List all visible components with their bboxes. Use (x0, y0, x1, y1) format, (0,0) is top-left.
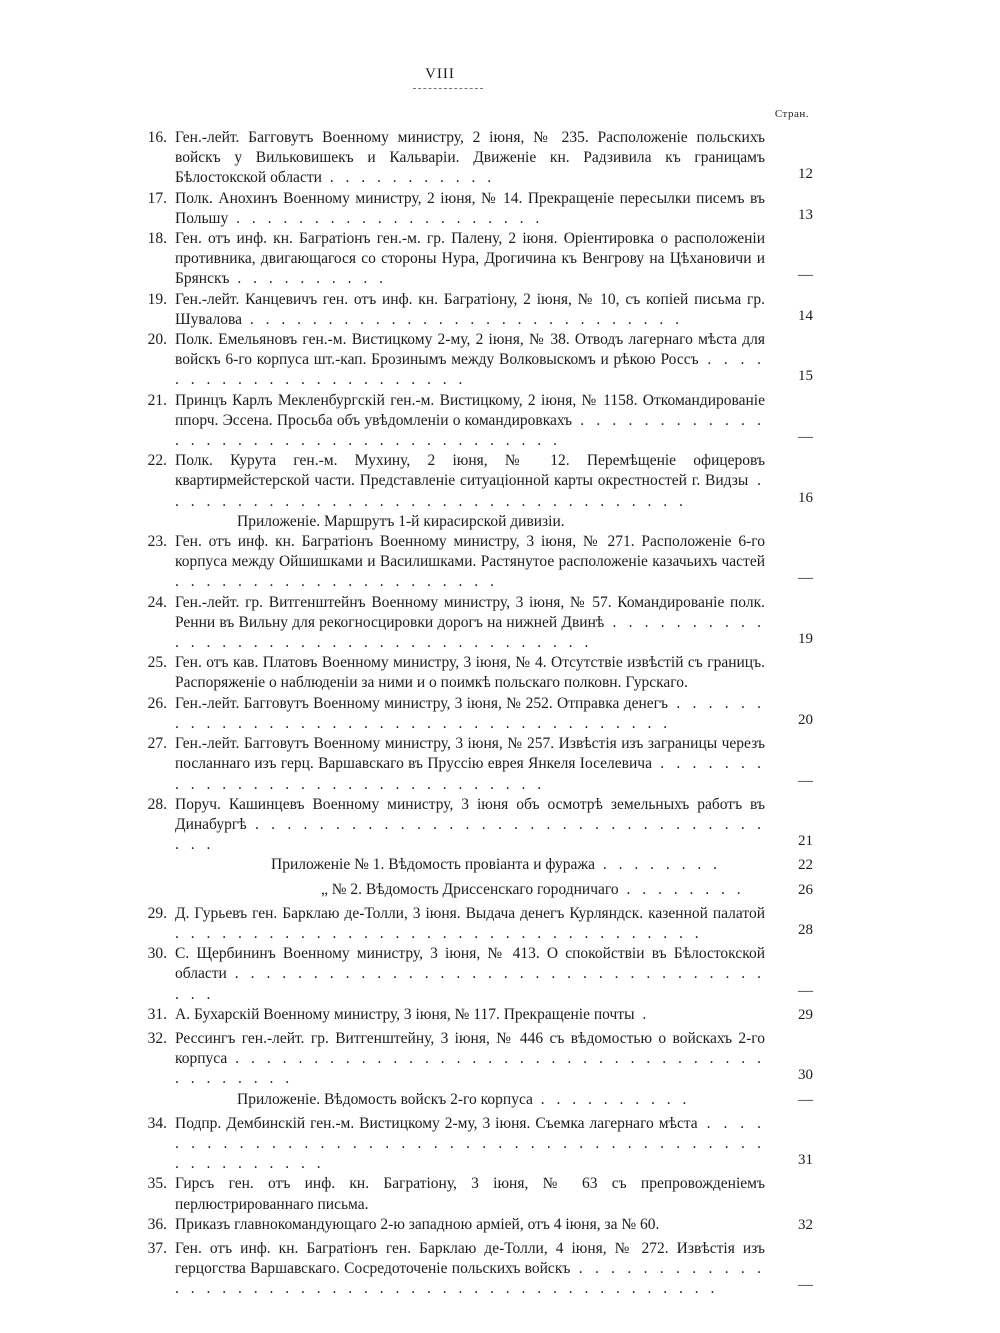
entry-page-number: 32 (798, 1216, 813, 1233)
entry-number (133, 880, 175, 904)
entry-text: Д. Гурьевъ ген. Барклаю де-Толли, 3 іюня. Выдача денегъ Курляндск. казенной палатой (175, 904, 765, 922)
entry-number: 16. (147, 129, 167, 146)
entry-page-number: 12 (798, 166, 813, 183)
leader-dots: . . . . . . . . . . . . . . . . . . . . . . . . . . . . . . . . . . . (175, 815, 765, 854)
leader-dots: . . . . . . . . . . (532, 1090, 691, 1108)
toc-entry (133, 1114, 823, 1175)
entry-text-block (175, 229, 765, 290)
entry-text-block (175, 1090, 765, 1114)
entry-text-block (175, 532, 765, 593)
entry-text: Полк. Емельяновъ ген.-м. Вистицкому 2-му, 2 іюня, № 38. Отводъ лагернаго мѣста для войскъ 6-го корпуса шт.-кап. Брозинымъ между Волковыскомъ и рѣкою Россъ (175, 331, 765, 369)
entry-page-number: 14 (798, 307, 813, 324)
leader-dots: . . . . . . . . . . . . . . . . . . . . . . . . . . . . . . . . . . (175, 472, 765, 510)
toc-entry (133, 1239, 823, 1300)
toc-entry (133, 593, 823, 654)
entry-number: 29. (147, 904, 167, 922)
entry-text-block (175, 593, 765, 654)
entry-page-number: — (798, 1277, 813, 1294)
entry-text: „ № 2. Вѣдомость Дриссенскаго городничаго (321, 880, 619, 898)
toc-entry (133, 189, 823, 229)
entry-text: Приложеніе № 1. Вѣдомость провіанта и фуража (271, 856, 595, 874)
entry-page-number: — (798, 267, 813, 284)
entry-page-number: 28 (798, 921, 813, 938)
toc-entry (133, 904, 823, 944)
entry-number: 28. (147, 795, 167, 813)
entry-page-number: 21 (798, 833, 813, 850)
toc-entry (133, 330, 823, 391)
toc-entry (133, 229, 823, 290)
entry-number: 24. (147, 593, 167, 611)
toc-entry (133, 1174, 823, 1214)
entry-number: 34. (147, 1114, 167, 1132)
entry-text: Ген. отъ инф. кн. Багратіонъ ген.-м. гр. Палену, 2 іюня. Оріентировка о расположеніи противника, двигающагося со стороны Нура, Дрогичина къ Венгрову на Цѣхановичи и Брянскъ (175, 230, 765, 288)
entry-text-block (175, 734, 765, 795)
leader-dots: . . . . . . . . . . . . . . . . . . . . . . . . . . . . . . . . . . (175, 924, 703, 942)
entry-text: Ген.-лейт. Канцевичъ ген. отъ инф. кн. Багратіону, 2 іюня, № 10, съ копіей письма гр. Шувалова (175, 290, 765, 328)
entry-page-number: — (798, 429, 813, 446)
toc-entry (133, 1029, 823, 1090)
entry-page-number: — (798, 570, 813, 587)
entry-text-block (175, 391, 765, 452)
entry-text-block (175, 653, 765, 693)
entry-number: 37. (147, 1239, 167, 1257)
page-column-label: Стран. (774, 108, 809, 120)
entry-number: 22. (147, 452, 167, 470)
entry-text: Подпр. Дембинскій ген.-м. Вистицкому 2-му, 3 іюня. Съемка лагернаго мѣста (175, 1114, 698, 1132)
leader-dots: . . . . . . . . . . . . . . . . . . . . . . . . . . . . . . . . . . . . . . . . . . . . . . . (175, 1260, 765, 1298)
leader-dots: . . . . . . . . . . . . . . . . . . . . . . . . . . . . . . . . . . . . . . . . . . . . . . . . . . . (175, 1114, 765, 1173)
entry-number: 18. (147, 230, 167, 248)
entry-number: 36. (147, 1215, 167, 1233)
entry-page-number: — (798, 982, 813, 999)
leader-dots: . . . . . . . . . . . . . . . . . . . . . . . . . . . . . . . (175, 755, 766, 793)
entry-text-block (175, 694, 765, 734)
entry-number: 26. (147, 694, 167, 712)
entry-text: Ген.-лейт. Багговутъ Военному министру, 3 іюня, № 252. Отправка денегъ (175, 694, 669, 712)
entry-number: 23. (147, 533, 167, 551)
leader-dots: . . . . . . . . . . . . . . . . . . . . . . . . . . . . . . . . . . . . . . . . . . (175, 1050, 765, 1088)
leader-dots: . . . . . . . . . . (229, 270, 387, 288)
entry-text-block (175, 1005, 765, 1029)
entry-text-block (175, 1239, 765, 1300)
entry-text: А. Бухарскій Военному министру, 3 іюня, № 117. Прекращеніе почты (175, 1005, 635, 1023)
entry-number: 21. (147, 391, 167, 409)
entry-page-number: 16 (798, 489, 813, 506)
toc-entry (133, 391, 823, 452)
entry-page-number: 20 (798, 711, 813, 728)
header-divider (413, 88, 483, 89)
entry-page-number: 13 (798, 206, 813, 223)
entry-number: 31. (147, 1005, 167, 1023)
entry-text-block (175, 944, 765, 1005)
entry-text-block (175, 795, 765, 856)
toc-appendix-entry (133, 880, 823, 904)
entry-number (133, 512, 175, 532)
entry-text: Полк. Курута ген.-м. Мухину, 2 іюня, № 12. Перемѣщеніе офицеровъ квартирмейстерской части. Представленіе ситуаціонной карты окрестностей г. Видзы (175, 452, 765, 490)
leader-dots: . . . . . . . . . . . (321, 169, 496, 187)
entry-number: 32. (147, 1029, 167, 1047)
toc-entry (133, 944, 823, 1005)
entry-text: Ген. отъ инф. кн. Багратіонъ Военному министру, 3 іюня, № 271. Расположеніе 6-го корпуса между Ойшишками и Василишками. Растянутое расположеніе казачьихъ частей (175, 533, 765, 571)
entry-page-number: — (798, 772, 813, 789)
entry-number (133, 855, 175, 879)
leader-dots: . (634, 1005, 651, 1023)
entry-text-block (175, 880, 765, 904)
entry-number: 35. (147, 1175, 167, 1193)
entry-text: Приложеніе. Вѣдомость войскъ 2-го корпуса (237, 1090, 533, 1108)
leader-dots: . . . . . . . . . . . . . . . . . . . . . . . . . . . . . . . . . . . . . (175, 965, 765, 1003)
toc-entry (133, 1215, 823, 1239)
entry-text-block (175, 128, 765, 189)
table-of-contents (133, 128, 823, 1300)
entry-page-number: 15 (798, 368, 813, 385)
entry-text: Поруч. Кашинцевъ Военному министру, 3 іюня объ осмотрѣ земельныхъ работъ въ Динабургѣ (175, 795, 765, 833)
entry-number (133, 1090, 175, 1114)
leader-dots: . . . . . . . . . . . . . . . . . . . . (228, 209, 544, 227)
entry-page-number: — (798, 1091, 813, 1108)
leader-dots: . . . . . . . . . . . . . . . . . . . . . . . . . . . . . . . . . . . . . (175, 411, 765, 450)
entry-number: 25. (147, 654, 167, 672)
entry-text-block (175, 290, 765, 330)
entry-page-number: 19 (798, 631, 813, 648)
entry-text-block (175, 512, 765, 532)
toc-appendix-entry (133, 512, 823, 532)
toc-entry (133, 532, 823, 593)
toc-appendix-entry (133, 855, 823, 879)
leader-dots: . . . . . . . . (595, 856, 721, 874)
toc-entry (133, 128, 823, 189)
leader-dots: . . . . . . . . . . . . . . . . . . . . . (175, 573, 498, 591)
entry-page-number: 30 (798, 1067, 813, 1084)
leader-dots: . . . . . . . . . . . . . . . . . . . . . . . . . . . . (242, 310, 683, 328)
entry-text-block (175, 189, 765, 229)
entry-text: Ген.-лейт. гр. Витгенштейнъ Военному министру, 3 іюня, № 57. Командированіе полк. Ренни въ Вильну для рекогносцировки дорогъ на нижней Двинѣ (175, 593, 765, 631)
entry-text-block (175, 1215, 765, 1239)
entry-number: 19. (147, 290, 167, 308)
entry-text: Гирсъ ген. отъ инф. кн. Багратіону, 3 іюня, № 63 съ препровожденіемъ перлюстрированнаго письма. (175, 1175, 765, 1213)
leader-dots: . . . . . . . . . . . . . . . . . . . . . . . . . . . . . . . . . . . . . . (175, 694, 765, 732)
entry-text-block (175, 1029, 765, 1090)
entry-text: Рессингъ ген.-лейт. гр. Витгенштейну, 3 іюня, № 446 съ вѣдомостью о войскахъ 2-го корпуса (175, 1029, 765, 1068)
entry-text-block (175, 1174, 765, 1214)
entry-text-block (175, 451, 765, 512)
leader-dots: . . . . . . . . . . . . . . . . . . . . . . . . . . . . . . . . . . . . . (175, 613, 765, 652)
entry-number: 20. (147, 331, 167, 349)
entry-text: Приложеніе. Маршрутъ 1-й кирасирской дивизіи. (237, 512, 565, 530)
toc-entry (133, 795, 823, 856)
entry-number: 30. (147, 945, 167, 963)
toc-entry (133, 451, 823, 512)
toc-entry (133, 694, 823, 734)
toc-entry (133, 290, 823, 330)
leader-dots: . . . . . . . . (618, 880, 745, 898)
entry-text: Полк. Анохинъ Военному министру, 2 іюня, № 14. Прекращеніе пересылки писемъ въ Польшу (175, 189, 765, 227)
entry-text: Ген. отъ кав. Платовъ Военному министру, 3 іюня, № 4. Отсутствіе извѣстій съ границъ. Распоряженіе о наблюденіи за ними и о поимкѣ польскаго полковн. Гурскаго. (175, 654, 765, 692)
entry-text: С. Щербининъ Военному министру, 3 іюня, № 413. О спокойствіи въ Бѣлостокской области (175, 945, 765, 983)
entry-text: Принцъ Карлъ Мекленбургскій ген.-м. Вистицкому, 2 іюня, № 1158. Откомандированіе ппорч. Эссена. Просьба объ увѣдомленіи о командировкахъ (175, 391, 765, 429)
entry-page-number: 29 (798, 1006, 813, 1023)
entry-text-block (175, 904, 765, 944)
entry-text-block (175, 855, 765, 879)
toc-entry (133, 653, 823, 693)
entry-page-number: 26 (798, 881, 813, 898)
entry-text: Приказъ главнокомандующаго 2-ю западною арміей, отъ 4 іюня, за № 60. (175, 1215, 660, 1233)
entry-number: 27. (147, 735, 167, 753)
entry-text: Ген. отъ инф. кн. Багратіонъ ген. Барклаю де-Толли, 4 іюня, № 272. Извѣстія изъ герцогства Варшавскаго. Сосредоточеніе польскихъ войскъ (175, 1239, 765, 1278)
entry-number: 17. (147, 189, 167, 207)
entry-page-number: 22 (798, 857, 813, 874)
toc-entry (133, 734, 823, 795)
toc-entry (133, 1005, 823, 1029)
page-number: VIII (425, 66, 455, 82)
toc-appendix-entry (133, 1090, 823, 1114)
entry-text: Ген.-лейт. Багговутъ Военному министру, 3 іюня, № 257. Извѣстія изъ заграницы черезъ посланнаго изъ герц. Варшавскаго въ Пруссію еврея Янкеля Іоселевича (175, 735, 765, 773)
entry-text: Ген.-лейт. Багговутъ Военному министру, 2 іюня, № 235. Расположеніе польскихъ войскъ у Вильковишекъ и Кальваріи. Движеніе кн. Радзивила къ границамъ Бѣлостокской области (175, 129, 765, 187)
entry-page-number: 31 (798, 1152, 813, 1169)
leader-dots: . . . . . . . . . . . . . . . . . . . . . . . (175, 351, 766, 389)
entry-text-block (175, 1114, 765, 1175)
entry-text-block (175, 330, 765, 391)
